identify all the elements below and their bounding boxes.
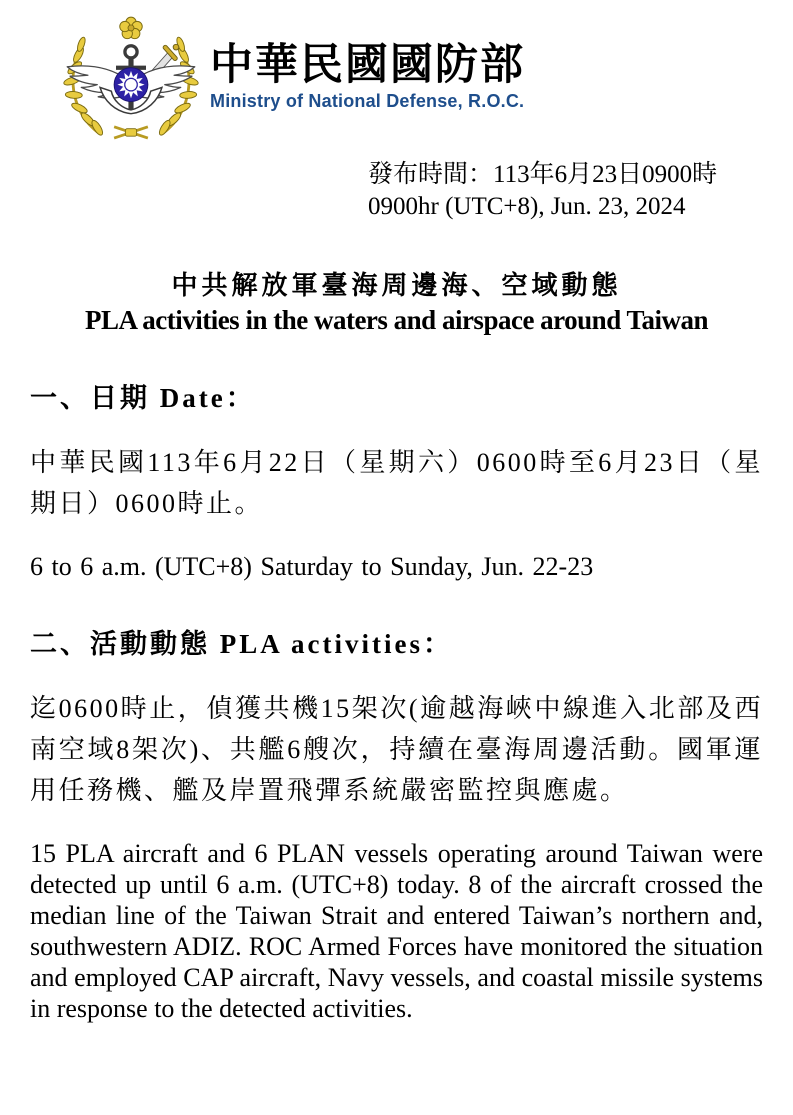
- header: [0, 0, 793, 145]
- org-name-block: [210, 43, 525, 112]
- section-date-heading: 一、日期 Date：: [30, 383, 256, 413]
- section-activities-heading: 二、活動動態 PLA activities：: [30, 629, 453, 659]
- release-time-zh: 發布時間：113年6月23日0900時: [368, 161, 718, 188]
- activities-paragraph-zh: 迄0600時止，偵獲共機15架次(逾越海峽中線進入北部及西南空域8架次)、共艦6艘次，持續在臺海周邊活動。國軍運用任務機、艦及岸置飛彈系統嚴密監控與應處。: [30, 694, 763, 805]
- sun-disc: [114, 68, 148, 102]
- org-name-zh: 中華民國國防部: [210, 42, 525, 89]
- plum-blossom: [120, 17, 143, 39]
- activities-paragraph-en: 15 PLA aircraft and 6 PLAN vessels operating around Taiwan were detected up until 6 a.m. (UTC+8) today. 8 of the aircraft crossed the median line of the Taiwan Strait and entered Taiwan’s northern and, southwestern ADIZ. ROC Armed Forces have monitored the situation and employed CAP aircraft, Navy vessels, and coastal missile systems in response to the detected activities.: [30, 839, 763, 1023]
- date-paragraph-en: 6 to 6 a.m. (UTC+8) Saturday to Sunday, Jun. 22-23: [30, 552, 594, 581]
- org-name-en: Ministry of National Defense, R.O.C.: [210, 91, 525, 112]
- date-paragraph-zh: 中華民國113年6月22日（星期六）0600時至6月23日（星期日）0600時止。: [30, 448, 763, 518]
- release-time-block: [368, 159, 763, 223]
- document-body: [0, 376, 793, 1024]
- document-title-zh: 中共解放軍臺海周邊海、空域動態: [171, 271, 622, 300]
- release-time-en: 0900hr (UTC+8), Jun. 23, 2024: [368, 193, 686, 220]
- document-title-en: PLA activities in the waters and airspace around Taiwan: [84, 305, 709, 335]
- mnd-emblem-icon: [56, 13, 206, 145]
